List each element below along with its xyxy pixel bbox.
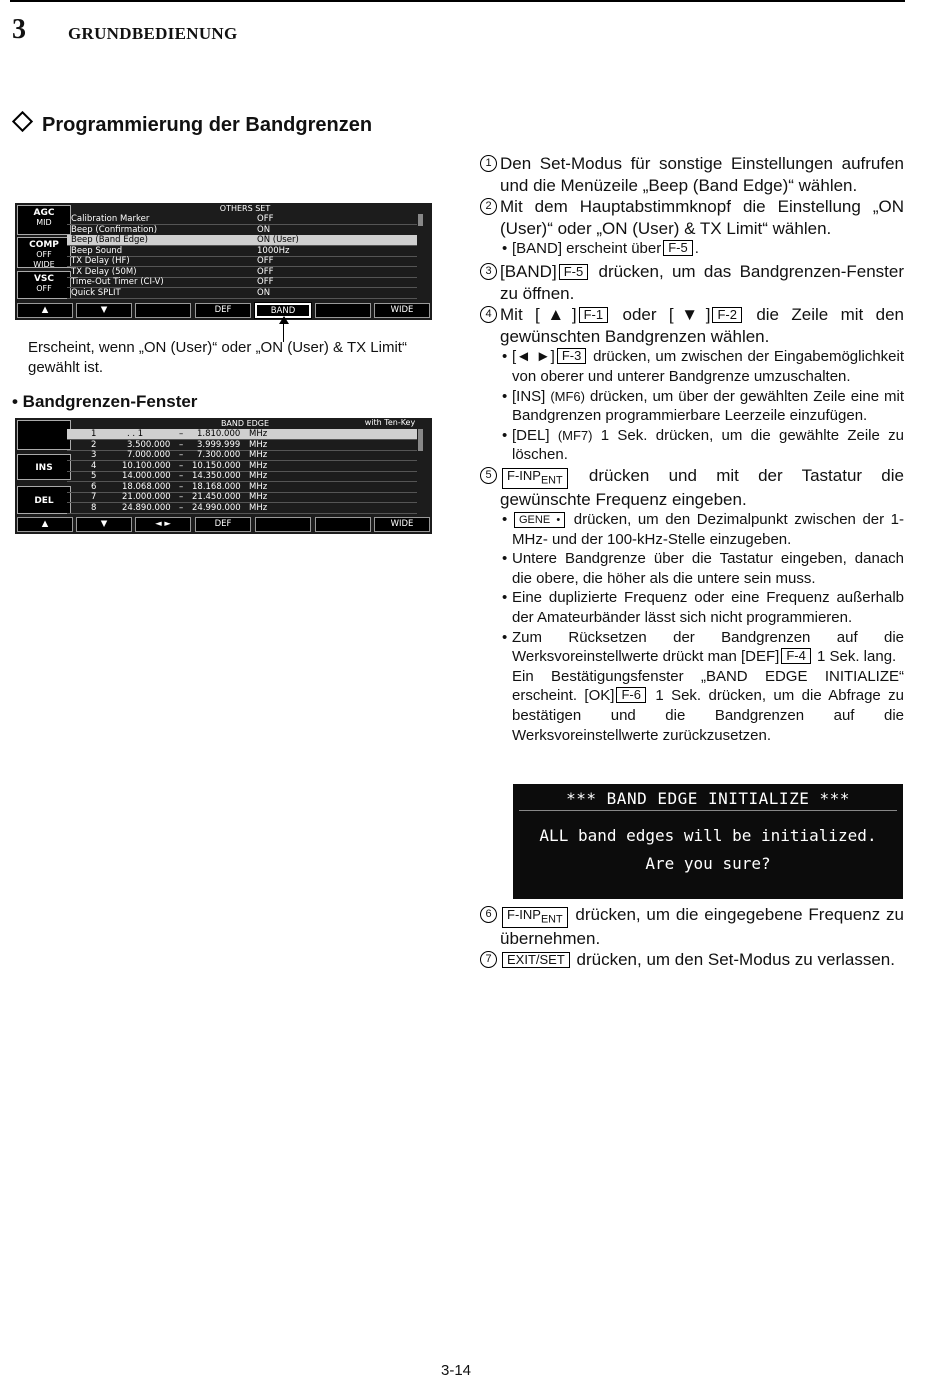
menu-row[interactable]: Beep (Confirmation) ON (67, 225, 417, 236)
f3-key[interactable] (135, 303, 191, 318)
screen-caption: Erscheint, wenn „ON (User)“ oder „ON (User) & TX Limit“ gewählt ist. (28, 339, 407, 376)
band-row[interactable]: 6 18.068.000 – 18.168.000 MHz (67, 482, 417, 493)
menu-row[interactable]: Quick SPLIT ON (67, 288, 417, 299)
step-5-note-4-cont: Ein Bestätigungsfenster „BAND EDGE INITIALIZE“ erscheint. [OK] F-6 1 Sek. drücken, um die Abfrage zu bestätigen und die Bandgrenzen auf die Werksvoreinstellwerte zurückzusetzen. (512, 667, 904, 744)
f4-def-key[interactable]: DEF (195, 517, 251, 532)
f7-wide-key[interactable]: WIDE (374, 303, 430, 318)
f6-key[interactable] (315, 303, 371, 318)
band-row[interactable]: 5 14.000.000 – 14.350.000 MHz (67, 471, 417, 482)
band-row[interactable]: 3 7.000.000 – 7.300.000 MHz (67, 450, 417, 461)
step-number: 3 (480, 263, 497, 280)
f4-key-label: F-4 (781, 648, 811, 664)
instructions (480, 153, 904, 745)
function-keys (15, 517, 432, 533)
step-4: 4 Mit [▲] F-1 oder [▼] F-2 die Zeile mit den gewünschten Bandgrenzen wählen. (480, 304, 904, 347)
step-4-note-2: • [INS] (MF6) drücken, um über der gewählten Zeile eine mit Bandgrenzen programmierbare Leerzeile einzufügen. (480, 387, 904, 426)
chapter-title: GRUNDBEDIENUNG (68, 24, 238, 43)
f2-key-label: F-2 (712, 307, 742, 323)
scrollbar[interactable] (418, 429, 423, 451)
empty-side-button[interactable] (17, 420, 71, 450)
screen-mode-label: with Ten-Key (364, 418, 416, 427)
step-number: 5 (480, 467, 497, 484)
band-row[interactable]: 2 3.500.000 – 3.999.999 MHz (67, 440, 417, 451)
comp-button[interactable]: COMP OFF WIDE (17, 237, 71, 268)
others-menu (67, 214, 417, 300)
menu-row-selected[interactable]: Beep (Band Edge) ON (User) (67, 235, 417, 246)
band-row[interactable]: 7 21.000.000 – 21.450.000 MHz (67, 492, 417, 503)
chapter-number: 3 (12, 14, 26, 45)
step-5-note-1: • GENE • drücken, um den Dezimalpunkt zwischen der 1-MHz- und der 100-kHz-Stelle einzugeben. (480, 510, 904, 549)
step-2: 2 Mit dem Hauptabstimmknopf die Einstellung „ON (User)“ oder „ON (User) & TX Limit“ wählen. (480, 196, 904, 239)
menu-row[interactable]: TX Delay (50M) OFF (67, 267, 417, 278)
f5-band-key[interactable]: BAND (255, 303, 311, 318)
step-5-note-4: • Zum Rücksetzen der Bandgrenzen auf die Werksvoreinstellwerte drückt man [DEF] F-4 1 Sek. lang. (480, 628, 904, 667)
f1-up-key[interactable]: ▲ (17, 517, 73, 532)
agc-button[interactable]: AGC MID (17, 205, 71, 235)
finp-ent-key-label: $F-INP_{ENT}$ (502, 907, 568, 928)
screen-title: BAND EDGE (220, 419, 270, 428)
step-3: 3 [BAND] F-5 drücken, um das Bandgrenzen-Fenster zu öffnen. (480, 261, 904, 304)
f7-wide-key[interactable]: WIDE (374, 517, 430, 532)
menu-row[interactable]: Time-Out Timer (CI-V) OFF (67, 277, 417, 288)
del-button[interactable]: DEL (17, 486, 71, 514)
f3-left-right-key[interactable]: ◄ ► (135, 517, 191, 532)
step-number: 4 (480, 306, 497, 323)
vsc-button[interactable]: VSC OFF (17, 271, 71, 299)
step-5-note-2: • Untere Bandgrenze über die Tastatur eingeben, danach die obere, die höher als die untere sein muss. (480, 549, 904, 588)
menu-row[interactable]: Calibration Marker OFF (67, 214, 417, 225)
dialog-title: *** BAND EDGE INITIALIZE *** (519, 788, 897, 811)
scrollbar[interactable] (418, 214, 423, 226)
step-1: 1 Den Set-Modus für sonstige Einstellungen aufrufen und die Menüzeile „Beep (Band Edge)“ wählen. (480, 153, 904, 196)
band-row[interactable]: 4 10.100.000 – 10.150.000 MHz (67, 461, 417, 472)
band-edge-initialize-dialog (513, 784, 903, 899)
f2-down-key[interactable]: ▼ (76, 517, 132, 532)
band-edge-list (67, 429, 417, 515)
instructions-end (480, 904, 904, 971)
header-rule (10, 0, 905, 2)
step-4-note-3: • [DEL] (MF7) 1 Sek. drücken, um die gewählte Zeile zu löschen. (480, 426, 904, 465)
f1-key-label: F-1 (579, 307, 609, 323)
f1-up-key[interactable]: ▲ (17, 303, 73, 318)
dialog-message: ALL band edges will be initialized. (539, 826, 877, 845)
menu-row[interactable]: TX Delay (HF) OFF (67, 256, 417, 267)
f6-key-label: F-6 (616, 687, 646, 703)
step-7: 7 EXIT/SET drücken, um den Set-Modus zu verlassen. (480, 949, 904, 971)
f3-key-label: F-3 (557, 348, 587, 364)
page-number: 3-14 (441, 1362, 472, 1379)
function-keys (15, 303, 432, 319)
gene-dot-key-label: GENE • (514, 512, 565, 528)
step-5: 5 $F-INP_{ENT}$ drücken und mit der Tastatur die gewünschte Frequenz eingeben. (480, 465, 904, 510)
screen-title: OTHERS SET (219, 204, 271, 213)
menu-row[interactable]: Beep Sound 1000Hz (67, 246, 417, 257)
band-row-selected[interactable]: 1 . . 1 – 1.810.000 MHz (67, 429, 417, 440)
dialog-question: Are you sure? (645, 854, 771, 873)
f6-key[interactable] (315, 517, 371, 532)
step-4-note-1: • [◄ ►] F-3 drücken, um zwischen der Eingabemöglichkeit von oberer und unterer Bandgrenze umzuschalten. (480, 347, 904, 386)
f5-key-label: F-5 (663, 240, 693, 256)
band-window-heading: • Bandgrenzen-Fenster (12, 392, 198, 411)
f2-down-key[interactable]: ▼ (76, 303, 132, 318)
f4-def-key[interactable]: DEF (195, 303, 251, 318)
step-number: 1 (480, 155, 497, 172)
exit-set-key-label: EXIT/SET (502, 952, 570, 968)
ins-button[interactable]: INS (17, 454, 71, 480)
step-6: 6 $F-INP_{ENT}$ drücken, um die eingegebene Frequenz zu übernehmen. (480, 904, 904, 949)
step-5-note-3: • Eine duplizierte Frequenz oder eine Frequenz außerhalb der Amateurbänder lässt sich nicht programmieren. (480, 588, 904, 627)
f5-key[interactable] (255, 517, 311, 532)
band-row[interactable]: 8 24.890.000 – 24.990.000 MHz (67, 503, 417, 514)
band-edge-screen (15, 418, 432, 534)
others-set-screen (15, 203, 432, 320)
diamond-icon (12, 111, 33, 132)
step-number: 6 (480, 906, 497, 923)
finp-ent-key-label: $F-INP_{ENT}$ (502, 468, 568, 489)
arrow-up-icon (279, 316, 289, 324)
f5-key-label: F-5 (559, 264, 589, 280)
step-number: 2 (480, 198, 497, 215)
section-title: Programmierung der Bandgrenzen (12, 114, 372, 137)
step-2-note: • [BAND] erscheint über F-5 . (480, 239, 904, 259)
step-number: 7 (480, 951, 497, 968)
